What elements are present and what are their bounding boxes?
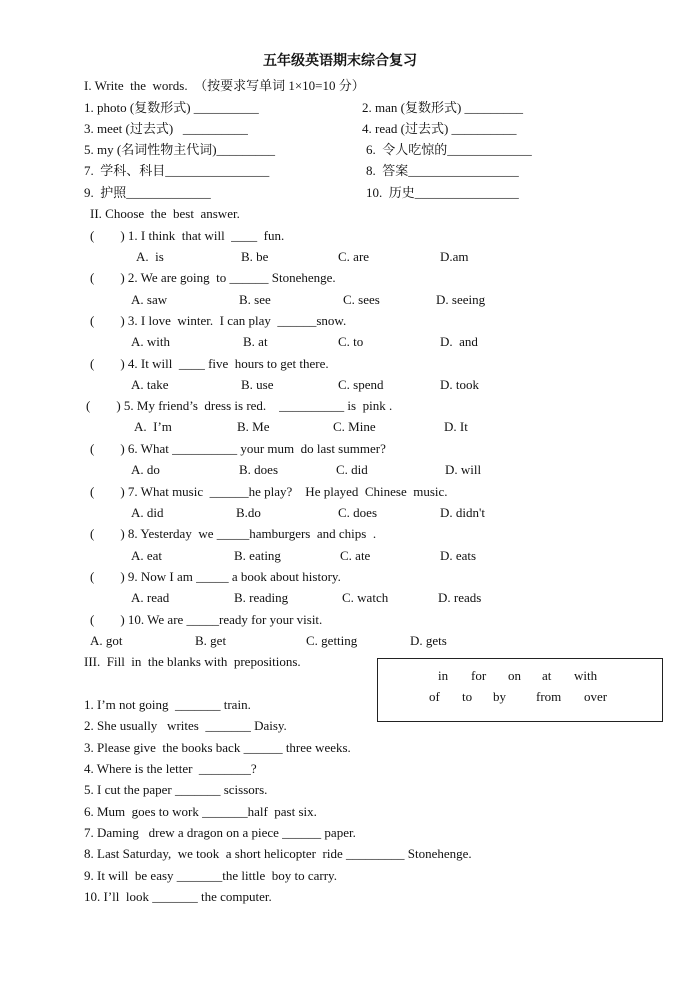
question-stem: ( ) 1. I think that will ____ fun. bbox=[90, 228, 285, 243]
section3-heading: III. Fill in the blanks with prepositions. bbox=[84, 654, 301, 669]
option: D. and bbox=[440, 334, 478, 349]
word-item: 8. 答案_________________ bbox=[366, 163, 519, 178]
option: D. eats bbox=[440, 548, 477, 563]
box-word: with bbox=[574, 668, 598, 683]
option: B. does bbox=[239, 462, 278, 477]
box-word: from bbox=[536, 689, 562, 704]
option: A. with bbox=[131, 334, 170, 349]
option: B. at bbox=[243, 334, 268, 349]
word-item: 5. my (名词性物主代词)_________ bbox=[84, 142, 276, 157]
section2-heading: II. Choose the best answer. bbox=[90, 206, 240, 221]
question-stem: ( ) 7. What music ______he play? He played Chinese music. bbox=[90, 484, 448, 499]
page-title: 五年级英语期末综合复习 bbox=[263, 54, 417, 69]
option: A. do bbox=[131, 462, 160, 477]
question-stem: ( ) 4. It will ____ five hours to get there. bbox=[90, 356, 329, 371]
option: C. getting bbox=[306, 633, 358, 648]
question-stem: ( ) 5. My friend’s dress is red. __________ is pink . bbox=[86, 398, 393, 413]
option: C. does bbox=[338, 505, 377, 520]
fill-item: 2. She usually writes _______ Daisy. bbox=[84, 718, 287, 733]
option: D. It bbox=[444, 419, 468, 434]
question-stem: ( ) 10. We are _____ready for your visit. bbox=[90, 612, 323, 627]
option: A. read bbox=[131, 590, 170, 605]
question-stem: ( ) 9. Now I am _____ a book about history. bbox=[90, 569, 341, 584]
fill-item: 1. I’m not going _______ train. bbox=[84, 697, 251, 712]
fill-item: 3. Please give the books back ______ three weeks. bbox=[84, 740, 351, 755]
word-item: 4. read (过去式) __________ bbox=[362, 121, 517, 136]
question-stem: ( ) 3. I love winter. I can play ______snow. bbox=[90, 313, 347, 328]
option: C. are bbox=[338, 249, 370, 264]
option: A. is bbox=[136, 249, 164, 264]
option: B. be bbox=[241, 249, 269, 264]
option: B. get bbox=[195, 633, 227, 648]
option: D. reads bbox=[438, 590, 482, 605]
option: B. eating bbox=[234, 548, 281, 563]
option: C. ate bbox=[340, 548, 371, 563]
fill-item: 4. Where is the letter ________? bbox=[84, 761, 257, 776]
option: D. will bbox=[445, 462, 482, 477]
option: A. eat bbox=[131, 548, 163, 563]
option: A. take bbox=[131, 377, 169, 392]
word-item: 2. man (复数形式) _________ bbox=[362, 100, 524, 115]
fill-item: 9. It will be easy _______the little boy to carry. bbox=[84, 868, 337, 883]
box-word: to bbox=[462, 689, 473, 704]
option: A. saw bbox=[131, 292, 168, 307]
option: D. seeing bbox=[436, 292, 486, 307]
fill-item: 8. Last Saturday, we took a short helicopter ride _________ Stonehenge. bbox=[84, 846, 472, 861]
option: D. took bbox=[440, 377, 479, 392]
option: B.do bbox=[236, 505, 261, 520]
fill-item: 7. Daming drew a dragon on a piece ______ paper. bbox=[84, 825, 356, 840]
box-word: at bbox=[542, 668, 552, 683]
fill-item: 6. Mum goes to work _______half past six. bbox=[84, 804, 317, 819]
question-stem: ( ) 6. What __________ your mum do last summer? bbox=[90, 441, 386, 456]
box-word: by bbox=[493, 689, 506, 704]
option: C. sees bbox=[343, 292, 380, 307]
box-word: in bbox=[438, 668, 449, 683]
option: C. did bbox=[336, 462, 368, 477]
word-item: 10. 历史________________ bbox=[366, 185, 519, 200]
option: C. spend bbox=[338, 377, 384, 392]
box-word: on bbox=[508, 668, 521, 683]
option: B. see bbox=[239, 292, 271, 307]
option: B. use bbox=[241, 377, 274, 392]
fill-item: 10. I’ll look _______ the computer. bbox=[84, 889, 272, 904]
option: D. gets bbox=[410, 633, 447, 648]
box-word: over bbox=[584, 689, 608, 704]
section1-heading: I. Write the words. （按要求写单词 1×10=10 分） bbox=[84, 78, 365, 93]
word-item: 6. 令人吃惊的_____________ bbox=[366, 142, 532, 157]
word-item: 9. 护照_____________ bbox=[84, 185, 211, 200]
option: D.am bbox=[440, 249, 469, 264]
word-item: 7. 学科、科目________________ bbox=[84, 163, 270, 178]
option: B. Me bbox=[237, 419, 270, 434]
fill-item: 5. I cut the paper _______ scissors. bbox=[84, 782, 268, 797]
box-word: of bbox=[429, 689, 440, 704]
option: B. reading bbox=[234, 590, 289, 605]
option: A. did bbox=[131, 505, 164, 520]
option: C. Mine bbox=[333, 419, 376, 434]
question-stem: ( ) 8. Yesterday we _____hamburgers and chips . bbox=[90, 526, 377, 541]
option: C. watch bbox=[342, 590, 389, 605]
option: D. didn't bbox=[440, 505, 485, 520]
question-stem: ( ) 2. We are going to ______ Stonehenge. bbox=[90, 270, 336, 285]
word-item: 3. meet (过去式) __________ bbox=[84, 121, 248, 136]
box-word: for bbox=[471, 668, 487, 683]
option: A. I’m bbox=[134, 419, 172, 434]
word-item: 1. photo (复数形式) __________ bbox=[84, 100, 259, 115]
option: C. to bbox=[338, 334, 364, 349]
option: A. got bbox=[90, 633, 123, 648]
